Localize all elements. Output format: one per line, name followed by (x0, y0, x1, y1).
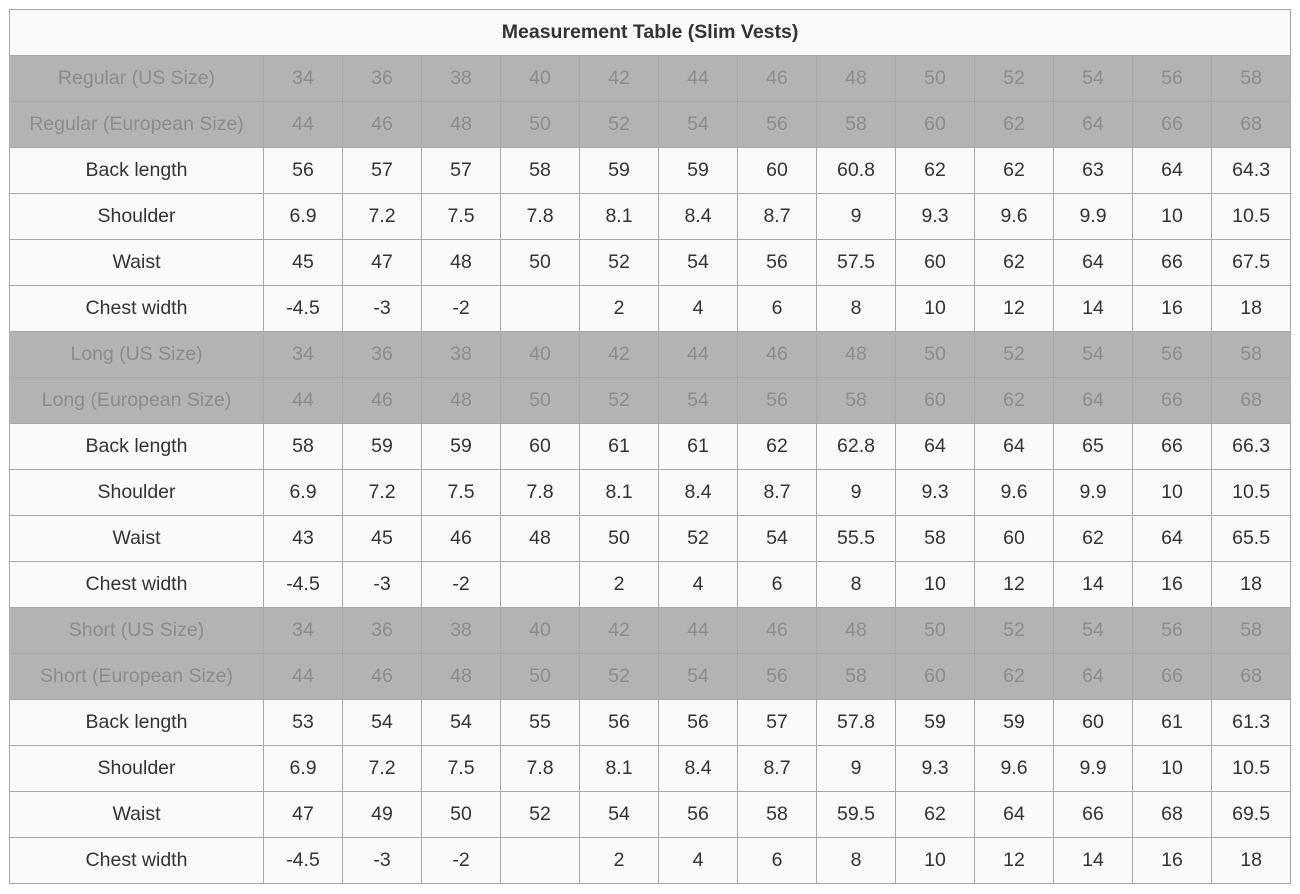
table-cell: 46 (343, 102, 422, 148)
table-cell: 44 (264, 654, 343, 700)
table-cell: 67.5 (1212, 240, 1291, 286)
row-label: Long (European Size) (10, 378, 264, 424)
row-label: Shoulder (10, 470, 264, 516)
table-row (10, 332, 1291, 378)
table-cell: 61 (1133, 700, 1212, 746)
table-cell: 62 (975, 654, 1054, 700)
table-cell: 59 (343, 424, 422, 470)
table-cell: 40 (501, 608, 580, 654)
table-cell: 18 (1212, 286, 1291, 332)
table-cell: 8 (817, 286, 896, 332)
table-cell: 6 (738, 286, 817, 332)
row-label: Long (US Size) (10, 332, 264, 378)
table-cell: 8.4 (659, 470, 738, 516)
table-cell: 48 (817, 332, 896, 378)
table-cell: 66 (1133, 424, 1212, 470)
table-cell: 48 (501, 516, 580, 562)
table-cell: 16 (1133, 286, 1212, 332)
table-cell: 6.9 (264, 470, 343, 516)
table-cell: 46 (422, 516, 501, 562)
table-cell: 56 (738, 240, 817, 286)
table-cell: 57.8 (817, 700, 896, 746)
table-cell (501, 286, 580, 332)
table-cell: 64 (1054, 654, 1133, 700)
table-cell: 6.9 (264, 194, 343, 240)
table-cell: 50 (580, 516, 659, 562)
table-cell: 50 (896, 608, 975, 654)
table-cell: 66 (1133, 240, 1212, 286)
table-cell: 10 (896, 286, 975, 332)
table-cell: 58 (1212, 608, 1291, 654)
table-cell: 56 (1133, 608, 1212, 654)
table-row (10, 56, 1291, 102)
table-cell: 54 (738, 516, 817, 562)
table-cell: 55.5 (817, 516, 896, 562)
table-cell: 56 (1133, 56, 1212, 102)
table-cell: 58 (738, 792, 817, 838)
table-cell: 56 (659, 792, 738, 838)
table-cell: 48 (817, 608, 896, 654)
table-cell: 10.5 (1212, 194, 1291, 240)
table-cell: 59 (422, 424, 501, 470)
table-cell: 54 (1054, 332, 1133, 378)
table-cell: 36 (343, 332, 422, 378)
row-label: Shoulder (10, 746, 264, 792)
table-cell: 6 (738, 562, 817, 608)
table-cell: 68 (1212, 378, 1291, 424)
table-cell: 46 (343, 378, 422, 424)
table-cell: 12 (975, 562, 1054, 608)
table-cell: -3 (343, 286, 422, 332)
table-cell: 36 (343, 56, 422, 102)
table-cell: 64 (1054, 102, 1133, 148)
table-cell: -4.5 (264, 286, 343, 332)
table-cell: 38 (422, 56, 501, 102)
table-cell: 46 (343, 654, 422, 700)
table-cell: 57 (343, 148, 422, 194)
table-cell: 7.5 (422, 746, 501, 792)
row-label: Regular (US Size) (10, 56, 264, 102)
table-cell: 56 (264, 148, 343, 194)
table-cell: 6 (738, 838, 817, 884)
table-cell: -4.5 (264, 562, 343, 608)
table-cell: 7.8 (501, 746, 580, 792)
table-cell: 60 (896, 240, 975, 286)
table-cell: 66 (1054, 792, 1133, 838)
table-cell: 8.7 (738, 470, 817, 516)
table-cell: 45 (343, 516, 422, 562)
table-cell: 53 (264, 700, 343, 746)
table-cell: 63 (1054, 148, 1133, 194)
table-cell: -3 (343, 562, 422, 608)
table-cell: 59 (580, 148, 659, 194)
table-cell: 62 (975, 240, 1054, 286)
table-cell: 52 (580, 654, 659, 700)
table-cell: 55 (501, 700, 580, 746)
row-label: Short (US Size) (10, 608, 264, 654)
table-cell: 4 (659, 286, 738, 332)
table-cell: 60.8 (817, 148, 896, 194)
table-cell (501, 838, 580, 884)
table-cell: 56 (580, 700, 659, 746)
measurement-table (9, 9, 1291, 884)
table-cell: 16 (1133, 838, 1212, 884)
table-cell: 10 (1133, 470, 1212, 516)
table-row (10, 286, 1291, 332)
table-row (10, 838, 1291, 884)
table-cell: 54 (343, 700, 422, 746)
table-cell: 46 (738, 608, 817, 654)
table-cell: 10.5 (1212, 470, 1291, 516)
table-cell: 46 (738, 56, 817, 102)
table-cell: 56 (738, 102, 817, 148)
table-cell: 52 (580, 378, 659, 424)
table-cell: 9.6 (975, 470, 1054, 516)
table-row (10, 700, 1291, 746)
table-cell: 61 (659, 424, 738, 470)
table-cell: 8.4 (659, 746, 738, 792)
table-cell: 68 (1133, 792, 1212, 838)
table-cell: 64 (975, 792, 1054, 838)
table-cell: 8.1 (580, 746, 659, 792)
table-cell: 52 (580, 240, 659, 286)
table-cell: 64 (1133, 516, 1212, 562)
table-cell: 2 (580, 562, 659, 608)
table-cell: 12 (975, 286, 1054, 332)
table-cell: 60 (896, 654, 975, 700)
table-cell: 42 (580, 608, 659, 654)
table-cell: 48 (422, 378, 501, 424)
table-cell: 4 (659, 562, 738, 608)
table-cell: 69.5 (1212, 792, 1291, 838)
table-cell: 54 (659, 378, 738, 424)
table-cell: 64 (1133, 148, 1212, 194)
row-label: Chest width (10, 562, 264, 608)
table-cell: 4 (659, 838, 738, 884)
table-cell: 59.5 (817, 792, 896, 838)
table-cell: 50 (422, 792, 501, 838)
row-label: Waist (10, 792, 264, 838)
table-cell: 54 (580, 792, 659, 838)
row-label: Chest width (10, 838, 264, 884)
table-cell: 7.5 (422, 470, 501, 516)
table-cell (501, 562, 580, 608)
table-cell: 50 (896, 332, 975, 378)
table-cell: 50 (501, 654, 580, 700)
table-cell: 48 (422, 654, 501, 700)
table-cell: 9.9 (1054, 746, 1133, 792)
table-cell: 10.5 (1212, 746, 1291, 792)
table-row (10, 746, 1291, 792)
table-cell: 8.1 (580, 470, 659, 516)
table-cell: 8 (817, 838, 896, 884)
row-label: Chest width (10, 286, 264, 332)
table-cell: 36 (343, 608, 422, 654)
table-cell: 46 (738, 332, 817, 378)
table-cell: -2 (422, 286, 501, 332)
table-cell: 50 (501, 378, 580, 424)
table-cell: 9.9 (1054, 470, 1133, 516)
table-cell: 57 (422, 148, 501, 194)
table-cell: 62 (975, 148, 1054, 194)
table-cell: 59 (659, 148, 738, 194)
table-cell: 64 (975, 424, 1054, 470)
table-cell: 57.5 (817, 240, 896, 286)
table-cell: 42 (580, 56, 659, 102)
table-cell: 48 (422, 102, 501, 148)
table-cell: 7.5 (422, 194, 501, 240)
table-body (10, 10, 1291, 884)
table-cell: 7.8 (501, 194, 580, 240)
table-cell: 9.3 (896, 746, 975, 792)
table-cell: 14 (1054, 838, 1133, 884)
table-cell: 7.8 (501, 470, 580, 516)
table-cell: 10 (896, 838, 975, 884)
table-cell: -3 (343, 838, 422, 884)
table-cell: 54 (659, 240, 738, 286)
table-cell: 60 (896, 102, 975, 148)
table-cell: 66 (1133, 378, 1212, 424)
table-cell: 68 (1212, 654, 1291, 700)
table-row (10, 792, 1291, 838)
table-row (10, 102, 1291, 148)
table-cell: 9.3 (896, 194, 975, 240)
table-cell: 62 (896, 148, 975, 194)
table-cell: 66.3 (1212, 424, 1291, 470)
table-cell: 62.8 (817, 424, 896, 470)
table-cell: 48 (817, 56, 896, 102)
table-cell: 10 (1133, 194, 1212, 240)
table-cell: 58 (817, 102, 896, 148)
table-cell: 44 (659, 56, 738, 102)
table-cell: 10 (896, 562, 975, 608)
table-cell: 65.5 (1212, 516, 1291, 562)
table-cell: 44 (264, 378, 343, 424)
table-cell: 9 (817, 746, 896, 792)
table-cell: 44 (264, 102, 343, 148)
table-cell: 8.1 (580, 194, 659, 240)
table-cell: 54 (659, 102, 738, 148)
table-cell: 8 (817, 562, 896, 608)
table-cell: 60 (1054, 700, 1133, 746)
table-cell: 18 (1212, 562, 1291, 608)
table-cell: 62 (738, 424, 817, 470)
table-row (10, 608, 1291, 654)
table-cell: 56 (1133, 332, 1212, 378)
table-cell: 49 (343, 792, 422, 838)
table-title-row (10, 10, 1291, 56)
table-cell: 62 (975, 378, 1054, 424)
row-label: Regular (European Size) (10, 102, 264, 148)
row-label: Waist (10, 516, 264, 562)
table-row (10, 516, 1291, 562)
table-cell: 54 (422, 700, 501, 746)
table-cell: 2 (580, 286, 659, 332)
table-cell: -2 (422, 838, 501, 884)
table-cell: 40 (501, 56, 580, 102)
table-cell: 14 (1054, 286, 1133, 332)
table-cell: 60 (501, 424, 580, 470)
table-cell: 59 (975, 700, 1054, 746)
table-cell: 34 (264, 332, 343, 378)
table-cell: 8.4 (659, 194, 738, 240)
table-cell: 62 (896, 792, 975, 838)
table-cell: 58 (896, 516, 975, 562)
table-cell: 34 (264, 56, 343, 102)
table-cell: 12 (975, 838, 1054, 884)
table-cell: 40 (501, 332, 580, 378)
table-cell: 54 (659, 654, 738, 700)
table-cell: 56 (738, 378, 817, 424)
table-cell: 38 (422, 332, 501, 378)
table-cell: 6.9 (264, 746, 343, 792)
table-cell: 34 (264, 608, 343, 654)
table-cell: 16 (1133, 562, 1212, 608)
table-cell: 64 (1054, 240, 1133, 286)
table-cell: 56 (659, 700, 738, 746)
table-row (10, 424, 1291, 470)
table-cell: 58 (817, 654, 896, 700)
table-cell: 66 (1133, 654, 1212, 700)
table-cell: 54 (1054, 56, 1133, 102)
table-cell: 58 (501, 148, 580, 194)
table-cell: 60 (738, 148, 817, 194)
table-cell: 56 (738, 654, 817, 700)
table-cell: 50 (896, 56, 975, 102)
table-cell: 52 (975, 608, 1054, 654)
table-cell: 47 (264, 792, 343, 838)
row-label: Shoulder (10, 194, 264, 240)
table-cell: 43 (264, 516, 343, 562)
table-cell: 58 (1212, 56, 1291, 102)
table-cell: 44 (659, 608, 738, 654)
row-label: Short (European Size) (10, 654, 264, 700)
table-row (10, 654, 1291, 700)
table-cell: 10 (1133, 746, 1212, 792)
table-cell: 47 (343, 240, 422, 286)
table-cell: 62 (1054, 516, 1133, 562)
table-cell: 64.3 (1212, 148, 1291, 194)
table-row (10, 240, 1291, 286)
table-cell: 58 (1212, 332, 1291, 378)
table-cell: 64 (896, 424, 975, 470)
table-cell: 38 (422, 608, 501, 654)
table-cell: 7.2 (343, 470, 422, 516)
table-row (10, 194, 1291, 240)
table-cell: 8.7 (738, 194, 817, 240)
table-cell: 45 (264, 240, 343, 286)
table-cell: 68 (1212, 102, 1291, 148)
table-cell: -2 (422, 562, 501, 608)
table-cell: 7.2 (343, 746, 422, 792)
table-cell: 50 (501, 102, 580, 148)
table-cell: 60 (975, 516, 1054, 562)
table-cell: 61 (580, 424, 659, 470)
table-cell: -4.5 (264, 838, 343, 884)
table-cell: 52 (975, 332, 1054, 378)
table-cell: 14 (1054, 562, 1133, 608)
table-cell: 52 (975, 56, 1054, 102)
table-cell: 9.9 (1054, 194, 1133, 240)
table-cell: 42 (580, 332, 659, 378)
table-cell: 7.2 (343, 194, 422, 240)
table-cell: 18 (1212, 838, 1291, 884)
table-row (10, 148, 1291, 194)
table-row (10, 378, 1291, 424)
table-cell: 9.6 (975, 194, 1054, 240)
table-cell: 59 (896, 700, 975, 746)
table-cell: 62 (975, 102, 1054, 148)
table-cell: 65 (1054, 424, 1133, 470)
table-cell: 50 (501, 240, 580, 286)
table-cell: 44 (659, 332, 738, 378)
table-cell: 9 (817, 194, 896, 240)
table-cell: 60 (896, 378, 975, 424)
table-cell: 52 (580, 102, 659, 148)
table-row (10, 562, 1291, 608)
table-cell: 57 (738, 700, 817, 746)
table-cell: 52 (501, 792, 580, 838)
table-row (10, 470, 1291, 516)
table-cell: 2 (580, 838, 659, 884)
row-label: Waist (10, 240, 264, 286)
table-cell: 52 (659, 516, 738, 562)
table-cell: 58 (264, 424, 343, 470)
table-cell: 48 (422, 240, 501, 286)
page-title: Measurement Table (Slim Vests) (10, 10, 1291, 56)
table-cell: 64 (1054, 378, 1133, 424)
table-cell: 9.6 (975, 746, 1054, 792)
table-cell: 8.7 (738, 746, 817, 792)
row-label: Back length (10, 700, 264, 746)
table-cell: 9.3 (896, 470, 975, 516)
row-label: Back length (10, 424, 264, 470)
table-cell: 66 (1133, 102, 1212, 148)
table-cell: 61.3 (1212, 700, 1291, 746)
table-cell: 54 (1054, 608, 1133, 654)
table-cell: 58 (817, 378, 896, 424)
table-cell: 9 (817, 470, 896, 516)
row-label: Back length (10, 148, 264, 194)
